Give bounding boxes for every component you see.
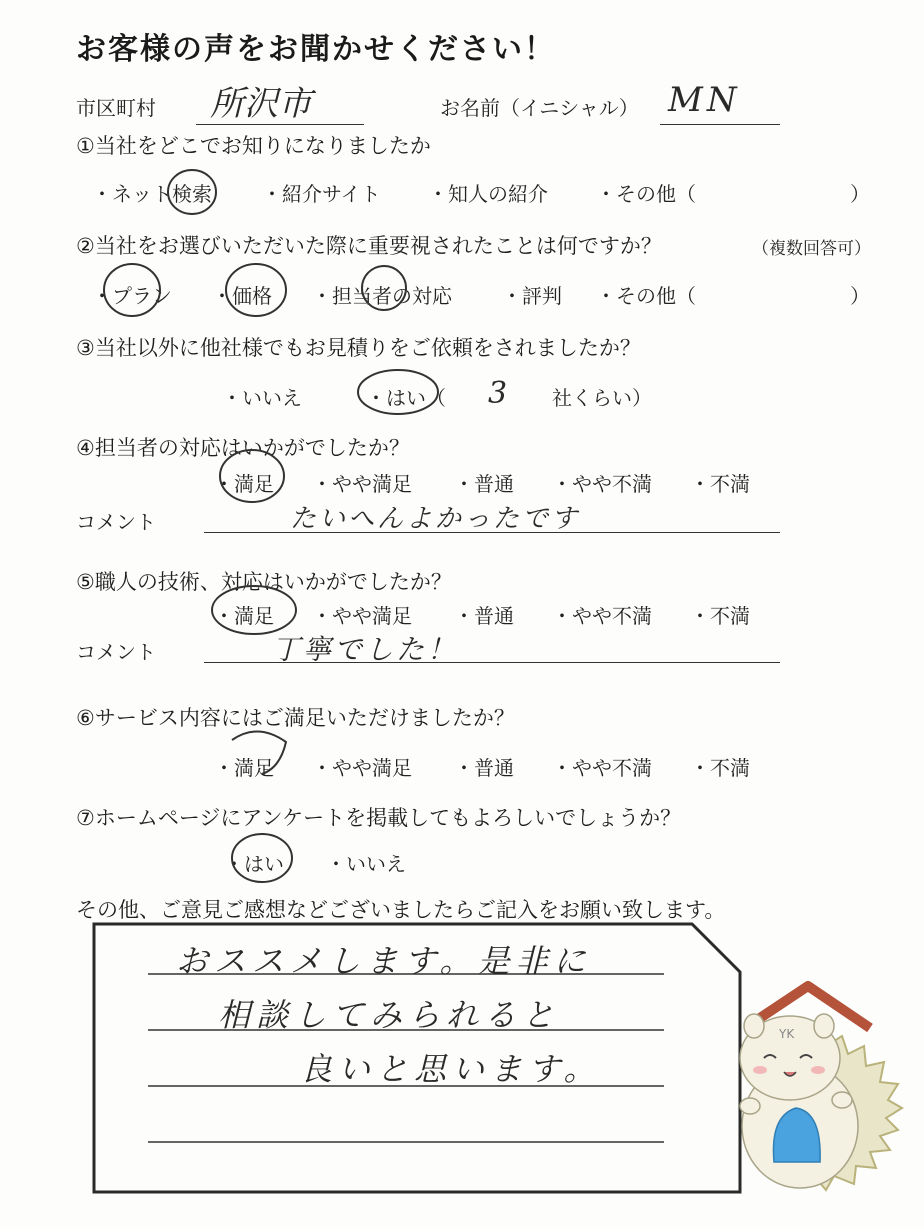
- q1-other-close: ）: [850, 182, 870, 206]
- q2-question: ②当社をお選びいただいた際に重要視されたことは何ですか？: [76, 234, 662, 258]
- q5-option-dissatisfied[interactable]: ・不満: [690, 604, 750, 628]
- q5-comment-value[interactable]: 丁寧でした！: [272, 633, 459, 666]
- q2-plan-selection-circle: [104, 264, 160, 316]
- q2-other-close: ）: [850, 284, 870, 308]
- q2-option-other[interactable]: ・その他（: [596, 284, 696, 308]
- q7-selection-circle: [232, 834, 292, 882]
- q4-option-satisfied[interactable]: ・満足: [214, 472, 274, 496]
- q4-comment-value[interactable]: たいへんよかったです: [290, 504, 581, 534]
- q2-note: （複数回答可）: [752, 239, 871, 259]
- q2-staff-selection-circle: [362, 266, 406, 310]
- q2-option-price[interactable]: ・価格: [212, 284, 272, 308]
- q4-option-normal[interactable]: ・普通: [454, 472, 514, 496]
- q3-selection-circle: [358, 370, 438, 414]
- q7-option-yes[interactable]: ・はい: [224, 852, 284, 876]
- mascot-illustration: [730, 976, 910, 1206]
- q6-question: ⑥サービス内容にはご満足いただけましたか？: [76, 706, 515, 730]
- q5-option-somewhat-satisfied[interactable]: ・やや満足: [312, 604, 412, 628]
- q5-question: ⑤職人の技術、対応はいかがでしたか？: [76, 570, 452, 594]
- q3-count[interactable]: 3: [488, 376, 508, 411]
- q5-option-satisfied[interactable]: ・満足: [214, 604, 274, 628]
- free-line-2[interactable]: 相談してみられると: [218, 996, 561, 1034]
- q4-option-somewhat-satisfied[interactable]: ・やや満足: [312, 472, 412, 496]
- q2-option-plan[interactable]: ・プラン: [92, 284, 172, 308]
- q2-option-staff[interactable]: ・担当者の対応: [312, 284, 452, 308]
- q6-option-normal[interactable]: ・普通: [454, 756, 514, 780]
- q1-option-site[interactable]: ・紹介サイト: [262, 182, 381, 206]
- free-line-1[interactable]: おススメします。是非に: [176, 942, 592, 980]
- page-title: お客様の声をお聞かせください！: [76, 32, 556, 67]
- q6-option-somewhat-dissatisfied[interactable]: ・やや不満: [552, 756, 652, 780]
- q4-option-somewhat-dissatisfied[interactable]: ・やや不満: [552, 472, 652, 496]
- free-prompt: その他、ご意見ご感想などございましたらご記入をお願い致します。: [76, 898, 726, 922]
- name-label: お名前（イニシャル）: [440, 96, 639, 120]
- city-value[interactable]: 所沢市: [210, 84, 312, 124]
- q6-option-satisfied[interactable]: ・満足: [214, 756, 274, 780]
- q6-option-dissatisfied[interactable]: ・不満: [690, 756, 750, 780]
- q1-option-friend[interactable]: ・知人の紹介: [428, 182, 548, 206]
- q1-selection-circle: [168, 170, 216, 214]
- city-label: 市区町村: [76, 96, 156, 120]
- q5-comment-label: コメント: [76, 640, 156, 664]
- q1-option-other[interactable]: ・その他（: [596, 182, 696, 206]
- q5-option-somewhat-dissatisfied[interactable]: ・やや不満: [552, 604, 652, 628]
- q2-option-reputation[interactable]: ・評判: [502, 284, 562, 308]
- q6-selection-mark: [232, 731, 286, 774]
- q4-question: ④担当者の対応はいかがでしたか？: [76, 436, 410, 460]
- name-value[interactable]: MN: [668, 80, 741, 120]
- q2-price-selection-circle: [226, 264, 286, 316]
- q5-option-normal[interactable]: ・普通: [454, 604, 514, 628]
- q5-selection-circle: [212, 586, 296, 634]
- q3-option-yes[interactable]: ・はい（: [366, 386, 446, 410]
- q4-option-dissatisfied[interactable]: ・不満: [690, 472, 750, 496]
- q4-comment-label: コメント: [76, 510, 156, 534]
- q7-question: ⑦ホームページにアンケートを掲載してもよろしいでしょうか？: [76, 806, 682, 830]
- q3-question: ③当社以外に他社様でもお見積りをご依頼をされましたか？: [76, 336, 641, 360]
- q3-option-no[interactable]: ・いいえ: [222, 386, 302, 410]
- q6-option-somewhat-satisfied[interactable]: ・やや満足: [312, 756, 412, 780]
- q4-selection-circle: [220, 450, 284, 502]
- free-line-3[interactable]: 良いと思います。: [300, 1050, 602, 1088]
- mascot-initials: YK: [779, 1027, 795, 1041]
- q3-companies-suffix: 社くらい）: [552, 386, 652, 410]
- q1-question: ①当社をどこでお知りになりましたか: [76, 134, 431, 158]
- q7-option-no[interactable]: ・いいえ: [326, 852, 406, 876]
- q1-option-net[interactable]: ・ネット検索: [92, 182, 212, 206]
